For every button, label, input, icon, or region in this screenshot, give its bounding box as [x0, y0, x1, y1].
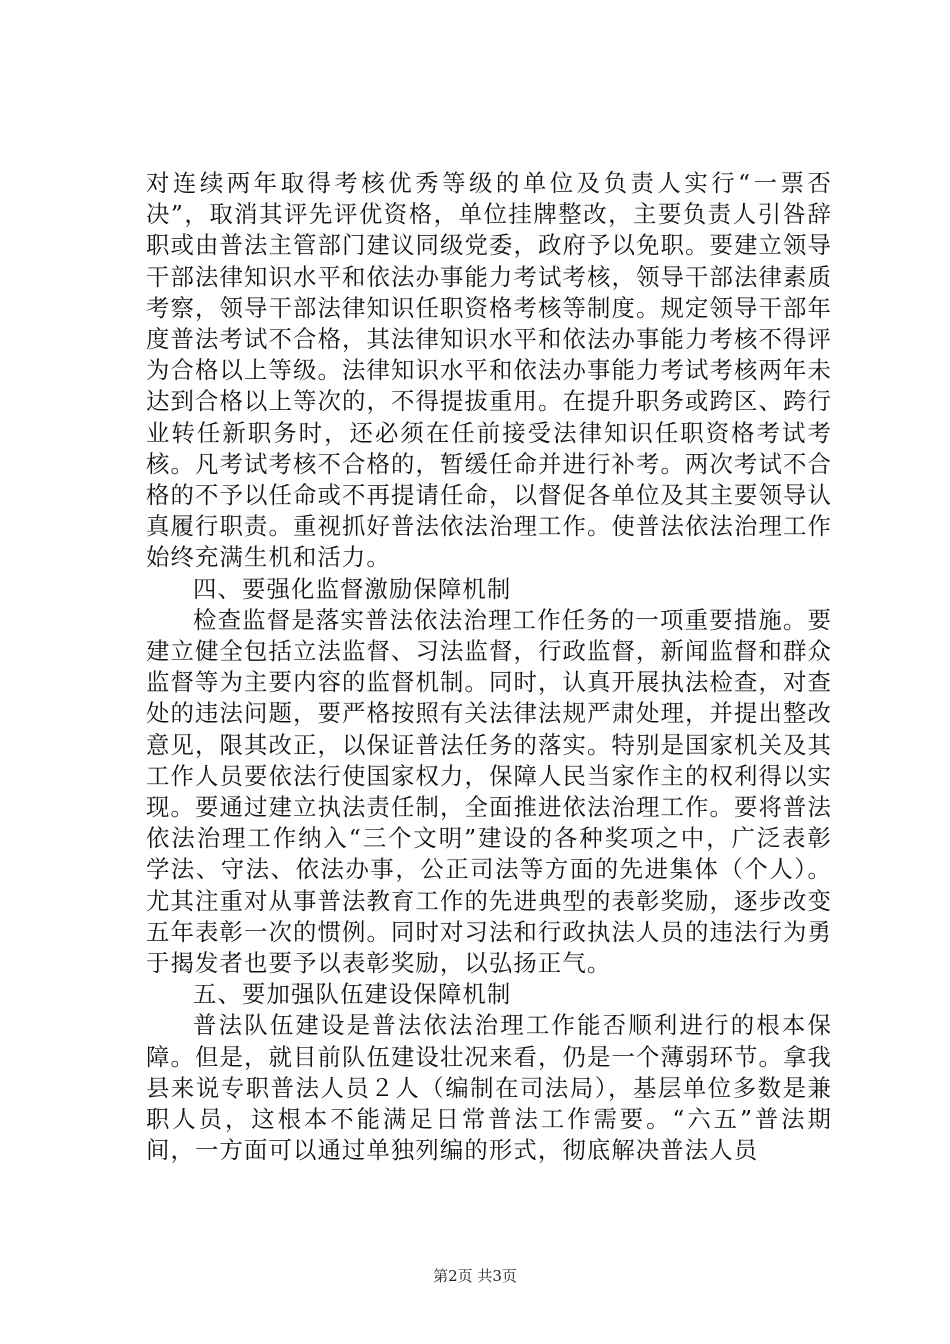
section-heading-supervision: 四、要强化监督激励保障机制 [193, 574, 512, 603]
document-body [146, 168, 832, 1167]
section-heading-team: 五、要加强队伍建设保障机制 [193, 980, 512, 1009]
paragraph-team: 普法队伍建设是普法依法治理工作能否顺利进行的根本保障。但是，就目前队伍建设壮况来看，仍是一个薄弱环节。拿我县来说专职普法人员２人（编制在司法局），基层单位多数是兼职人员，这根本不能满足日常普法工作需要。“六五”普法期间，一方面可以通过单独列编的形式，彻底解决普法人员 [146, 1011, 832, 1165]
paragraph-continuation: 对连续两年取得考核优秀等级的单位及负责人实行“一票否决”，取消其评先评优资格，单位挂牌整改，主要负责人引咎辞职或由普法主管部门建议同级党委，政府予以免职。要建立领导干部法律知识水平和依法办事能力考试考核，领导干部法律素质考察，领导干部法律知识任职资格考核等制度。规定领导干部年度普法考试不合格，其法律知识水平和依法办事能力考核不得评为合格以上等级。法律知识水平和依法办事能力考试考核两年未达到合格以上等次的，不得提拔重用。在提升职务或跨区、跨行业转任新职务时，还必须在任前接受法律知识任职资格考试考核。凡考试考核不合格的，暂缓任命并进行补考。两次考试不合格的不予以任命或不再提请任命，以督促各单位及其主要领导认真履行职责。重视抓好普法依法治理工作。使普法依法治理工作始终充满生机和活力。 [146, 169, 832, 572]
page-footer: 第2页 共3页 [433, 1267, 517, 1285]
paragraph-supervision: 检查监督是落实普法依法治理工作任务的一项重要措施。要建立健全包括立法监督、习法监督，行政监督，新闻监督和群众监督等为主要内容的监督机制。同时，认真开展执法检查，对查处的违法问题，要严格按照有关法律法规严肃处理，并提出整改意见，限其改正，以保证普法任务的落实。特别是国家机关及其工作人员要依法行使国家权力，保障人民当家作主的权利得以实现。要通过建立执法责任制，全面推进依法治理工作。要将普法依法治理工作纳入“三个文明”建设的各种奖项之中，广泛表彰学法、守法、依法办事，公正司法等方面的先进集体（个人）。尤其注重对从事普法教育工作的先进典型的表彰奖励，逐步改变五年表彰一次的惯例。同时对习法和行政执法人员的违法行为勇于揭发者也要予以表彰奖励，以弘扬正气。 [146, 605, 832, 978]
